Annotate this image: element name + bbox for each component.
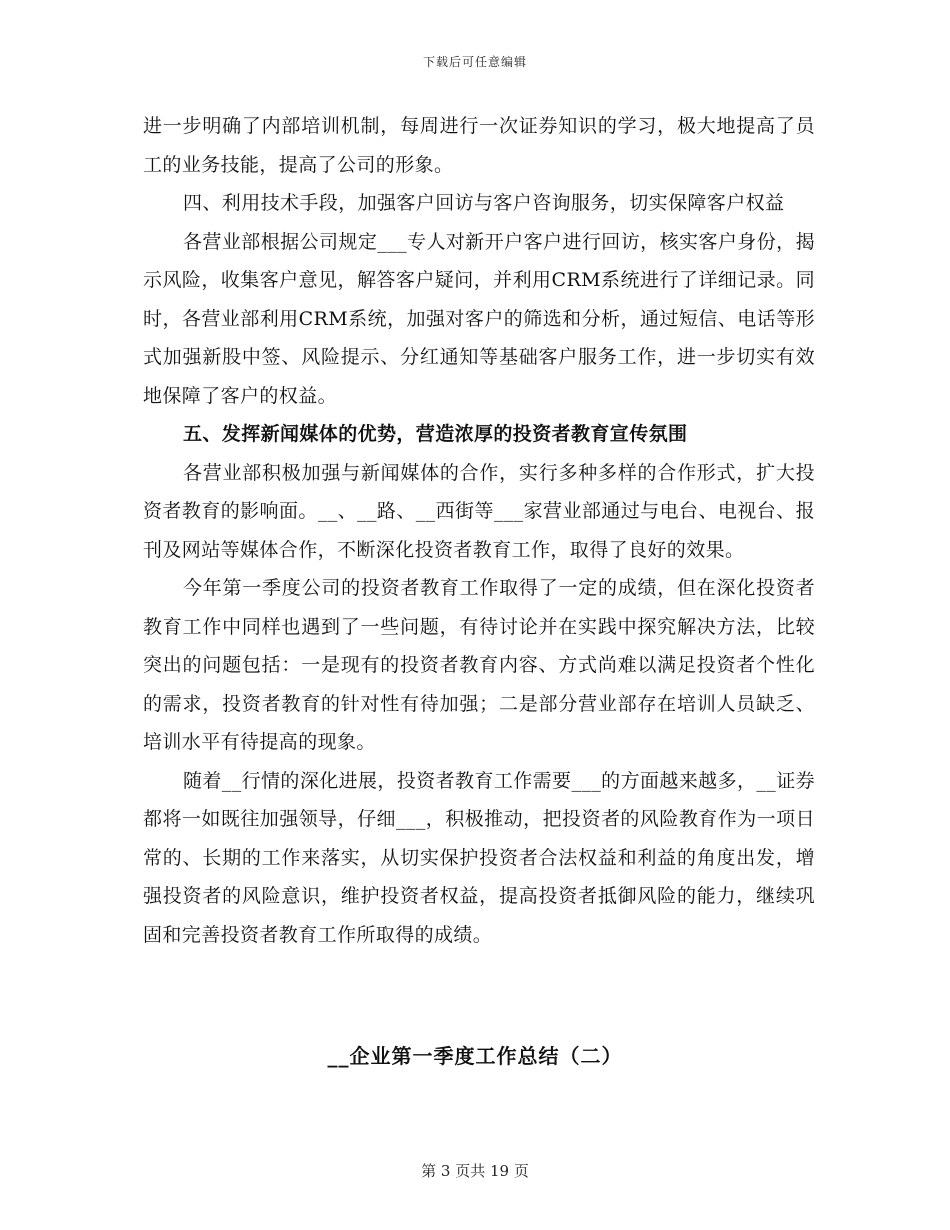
document-body: [143, 107, 815, 954]
paragraph-quarter-problems: 今年第一季度公司的投资者教育工作取得了一定的成绩，但在深化投资者教育工作中同样也遇到了一些问题，有待讨论并在实践中探究解决方法，比较突出的问题包括：一是现有的投资者教育内容、方式尚难以满足投资者个性化的需求，投资者教育的针对性有待加强；二是部分营业部存在培训人员缺乏、培训水平有待提高的现象。: [143, 577, 815, 753]
paragraph-client-visits: 各营业部根据公司规定___专人对新开户客户进行回访，核实客户身份，揭示风险，收集客户意见，解答客户疑问，并利用CRM系统进行了详细记录。同时，各营业部利用CRM系统，加强对客户的筛选和分析，通过短信、电话等形式加强新股中签、风险提示、分红通知等基础客户服务工作，进一步切实有效地保障了客户的权益。: [143, 230, 815, 407]
section-title: __企业第一季度工作总结（二）: [327, 1044, 623, 1068]
page-header: 下载后可任意编辑: [422, 55, 527, 69]
heading-section-five: 五、发挥新闻媒体的优势，营造浓厚的投资者教育宣传氛围: [183, 423, 688, 445]
paragraph-outlook: 随着__行情的深化进展，投资者教育工作需要___的方面越来越多，__证券都将一如既往加强领导，仔细___，积极推动，把投资者的风险教育作为一项日常的、长期的工作来落实，从切实保护投资者合法权益和利益的角度出发，增强投资者的风险意识，维护投资者权益，提高投资者抵御风险的能力，继续巩固和完善投资者教育工作所取得的成绩。: [143, 769, 815, 946]
page-footer: 第 3 页共 19 页: [421, 1162, 529, 1180]
heading-section-four: 四、利用技术手段，加强客户回访与客户咨询服务，切实保障客户权益: [183, 192, 785, 214]
paragraph-media-cooperation: 各营业部积极加强与新闻媒体的合作，实行多种多样的合作形式，扩大投资者教育的影响面。__、__路、__西街等___家营业部通过与电台、电视台、报刊及网站等媒体合作，不断深化投资者教育工作，取得了良好的效果。: [143, 461, 815, 561]
paragraph-training: 进一步明确了内部培训机制，每周进行一次证券知识的学习，极大地提高了员工的业务技能，提高了公司的形象。: [143, 115, 815, 176]
